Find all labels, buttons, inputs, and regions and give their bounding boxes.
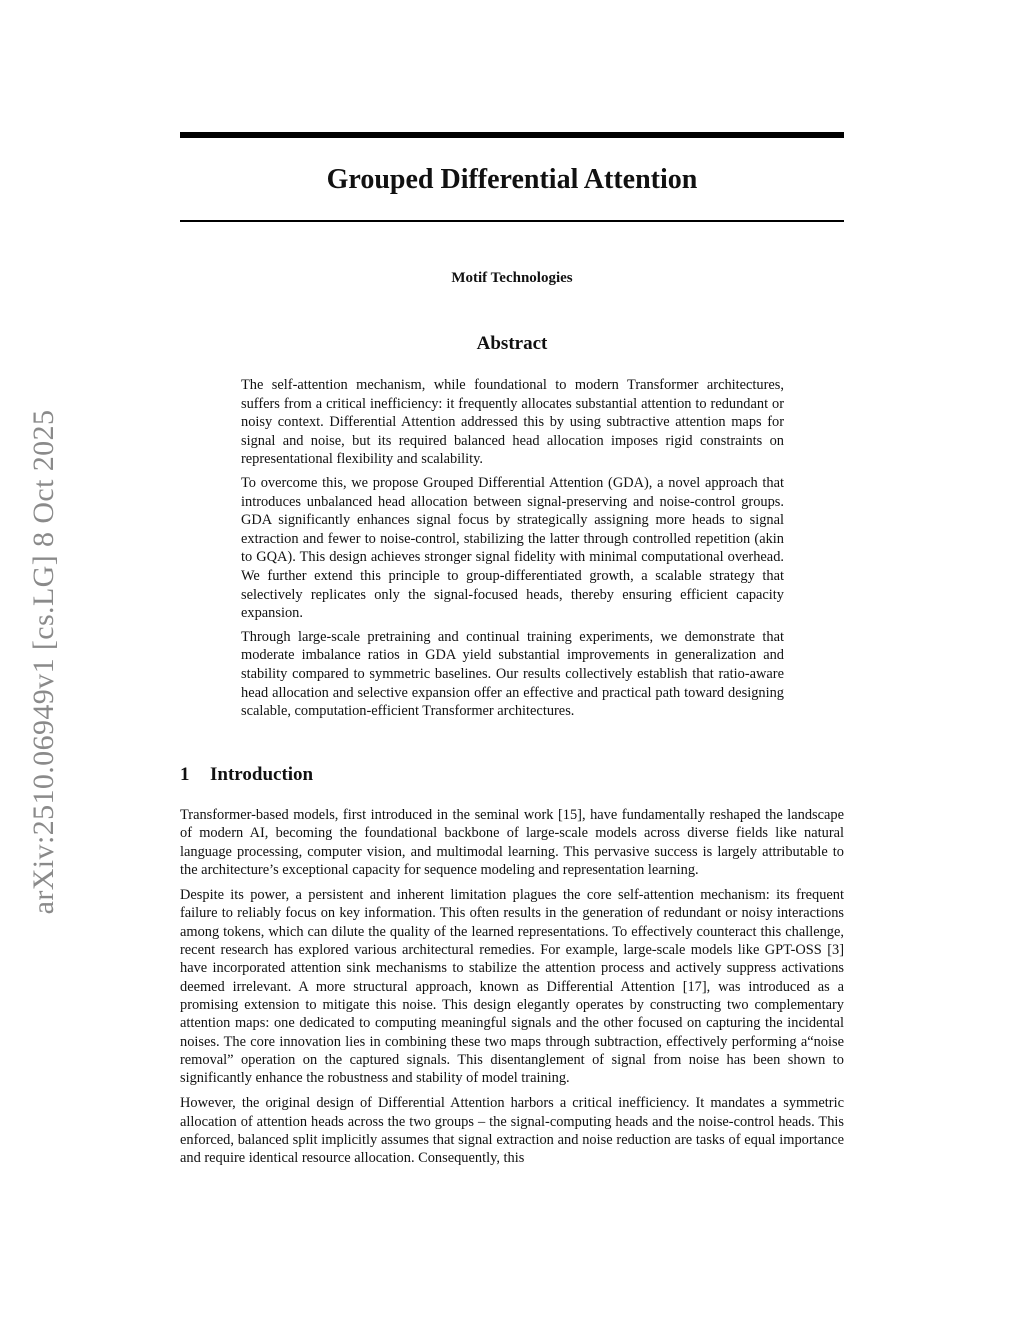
author-affiliation: Motif Technologies: [451, 270, 573, 286]
introduction-paragraph: Transformer-based models, first introduced in the seminal work [15], have fundamentally reshaped the landscape of modern AI, becoming the foundational backbone of large-scale models across diverse fields like natural language processing, computer vision, and multimodal learning. This pervasive success is largely attributable to the architecture’s exceptional capacity for sequence modeling and representation learning.: [180, 807, 844, 878]
paper-title: Grouped Differential Attention: [326, 164, 698, 195]
title-top-rule: [180, 132, 844, 138]
section-heading-introduction: [180, 763, 313, 787]
introduction-body: [180, 806, 844, 1175]
introduction-paragraph: Despite its power, a persistent and inherent limitation plagues the core self-attention mechanism: its frequent failure to reliably focus on key information. This often results in the generation of redundant or noisy interactions among tokens, which can dilute the quality of the learned representations. To effectively counteract this challenge, recent research has explored various architectural remedies. For example, large-scale models like GPT-OSS [3] have incorporated attention sink mechanisms to stabilize the attention process and actively suppress activations deemed irrelevant. A more structural approach, known as Differential Attention [17], was introduced as a promising extension to mitigate this noise. This design elegantly operates by constructing two complementary attention maps: one dedicated to computing meaningful signals and the other focused on capturing the incidental noises. The core innovation lies in combining these two maps through subtraction, effectively performing a“noise removal” operation on the captured signals. This disentanglement of signal from noise has been shown to significantly enhance the robustness and stability of model training.: [180, 887, 844, 1087]
section-number: 1: [180, 764, 190, 785]
arxiv-identifier-stamp: arXiv:2510.06949v1 [cs.LG] 8 Oct 2025: [27, 409, 60, 915]
abstract-paragraph: To overcome this, we propose Grouped Differential Attention (GDA), a novel approach that introduces unbalanced head allocation between signal-preserving and noise-control groups. GDA significantly enhances signal focus by strategically assigning more heads to signal extraction and fewer to noise-control, stabilizing the latter through controlled repetition (akin to GQA). This design achieves stronger signal fidelity with minimal computational overhead. We further extend this principle to group-differentiated growth, a scalable strategy that selectively replicates only the signal-focused heads, thereby ensuring efficient capacity expansion.: [241, 474, 784, 622]
introduction-paragraph: However, the original design of Differential Attention harbors a critical inefficiency. It mandates a symmetric allocation of attention heads across the two groups – the signal-computing heads and the noise-control heads. This enforced, balanced split implicitly assumes that signal extraction and noise reduction are tasks of equal importance and require identical resource allocation. Consequently, this: [180, 1095, 844, 1167]
abstract-paragraph: Through large-scale pretraining and continual training experiments, we demonstrate that moderate imbalance ratios in GDA yield substantial improvements in generalization and stability compared to symmetric baselines. Our results collectively establish that ratio-aware head allocation and selective expansion offer an effective and practical path toward designing scalable, computation-efficient Transformer architectures.: [241, 628, 784, 720]
section-title: Introduction: [210, 764, 314, 785]
abstract-heading: Abstract: [476, 333, 548, 354]
title-bottom-rule: [180, 220, 844, 222]
abstract-body: [241, 376, 784, 726]
abstract-paragraph: The self-attention mechanism, while foundational to modern Transformer architectures, suffers from a critical inefficiency: it frequently allocates substantial attention to redundant or noisy context. Differential Attention addressed this by using subtractive attention maps for signal and noise, but its required balanced head allocation imposes rigid constraints on representational flexibility and scalability.: [241, 377, 784, 468]
